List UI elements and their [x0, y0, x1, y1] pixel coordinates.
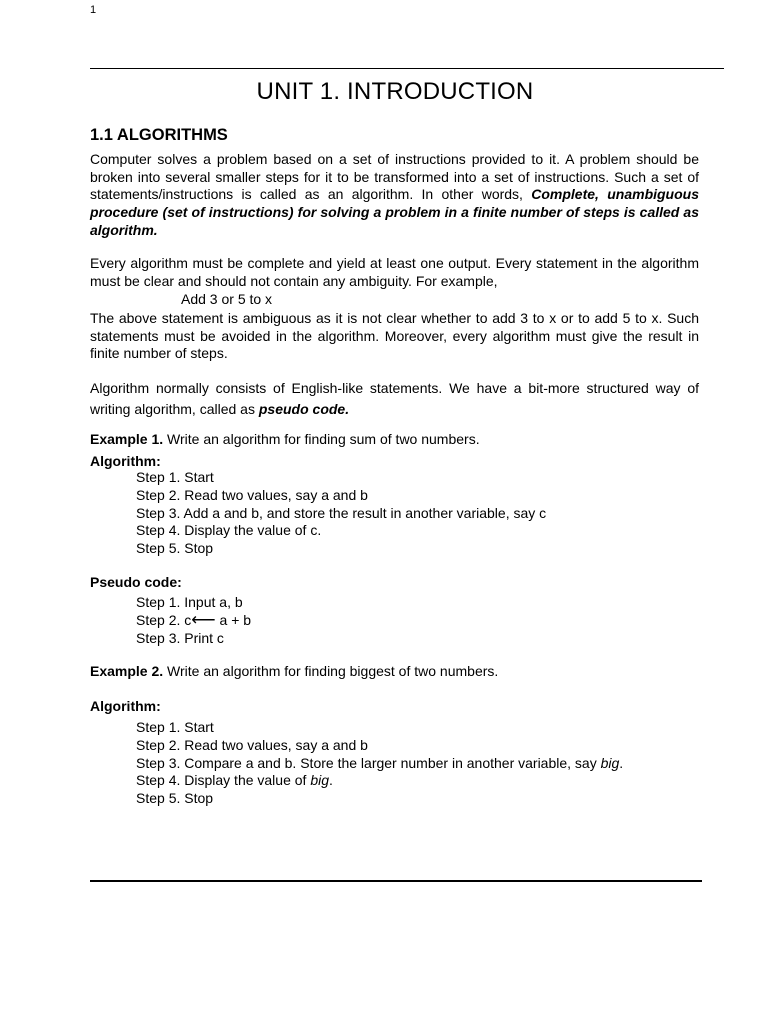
assignment-arrow-icon: ⟵ [191, 609, 216, 629]
example1-text: Write an algorithm for finding sum of two numbers. [163, 431, 480, 447]
variable-big: big [310, 772, 330, 789]
footer-rule [90, 880, 702, 882]
example1-algorithm-label: Algorithm: [90, 453, 161, 469]
pseudo-code-paragraph [90, 378, 699, 420]
page-title: UNIT 1. INTRODUCTION [256, 78, 534, 105]
list-item: Step 2. Read two values, say a and b [136, 736, 368, 753]
example2-algorithm-steps [136, 719, 623, 808]
example1-pseudo-label: Pseudo code: [90, 574, 182, 590]
example1-label: Example 1. [90, 431, 164, 447]
list-item: Step 2. Read two values, say a and b [136, 486, 368, 503]
list-item: Step 2. c⟵ a + b [136, 609, 252, 629]
list-item: Step 3. Compare a and b. Store the larger number in another variable, say big. [136, 754, 624, 771]
pseudo-intro-text: Algorithm normally consists of English-like statements. We have a bit-more structured way of writing algorithm, called as [90, 380, 699, 417]
list-item: Step 3. Print c [136, 629, 224, 646]
list-item: Step 4. Display the value of big. [136, 772, 333, 789]
ambiguity-paragraph: The above statement is ambiguous as it is not clear whether to add 3 to x or to add 5 to x. Such statements must be avoided in the algorithm. Moreover, every algorithm must give the result in finite number of steps. [90, 310, 699, 362]
list-item: Step 1. Start [136, 469, 214, 485]
list-item: Step 4. Display the value of c. [136, 522, 322, 539]
algorithm-definition: Complete, unambiguous procedure (set of instructions) for solving a problem in a finite number of steps is called as algorithm. [90, 186, 700, 238]
list-item: Step 1. Start [136, 719, 214, 735]
variable-big: big [600, 754, 620, 771]
section-heading: 1.1 ALGORITHMS [90, 126, 228, 144]
list-item: Step 3. Add a and b, and store the result in another variable, say c [136, 504, 547, 521]
list-item: Step 5. Stop [136, 540, 214, 557]
example2-text: Write an algorithm for finding biggest of two numbers. [163, 663, 499, 679]
pseudo-code-term: pseudo code. [258, 401, 350, 417]
example1-pseudo-steps [136, 594, 251, 647]
ambiguous-example: Add 3 or 5 to x [181, 291, 273, 307]
example1-statement [90, 431, 480, 448]
page-number: 1 [90, 4, 97, 16]
list-item: Step 1. Input a, b [136, 594, 243, 610]
header-rule [90, 68, 724, 69]
example1-algorithm-steps [136, 469, 546, 558]
example2-statement [90, 663, 498, 680]
example2-label: Example 2. [90, 663, 164, 679]
requirements-paragraph: Every algorithm must be complete and yield at least one output. Every statement in the algorithm must be clear and should not contain any ambiguity. For example, [90, 255, 699, 289]
intro-paragraph [90, 151, 699, 240]
list-item: Step 5. Stop [136, 790, 214, 807]
intro-text: Computer solves a problem based on a set of instructions provided to it. A problem should be broken into several smaller steps for it to be transformed into a set of instructions. Such a set of statements/instructions is called as an algorithm. In other words, [90, 151, 699, 203]
example2-algorithm-label: Algorithm: [90, 698, 161, 714]
